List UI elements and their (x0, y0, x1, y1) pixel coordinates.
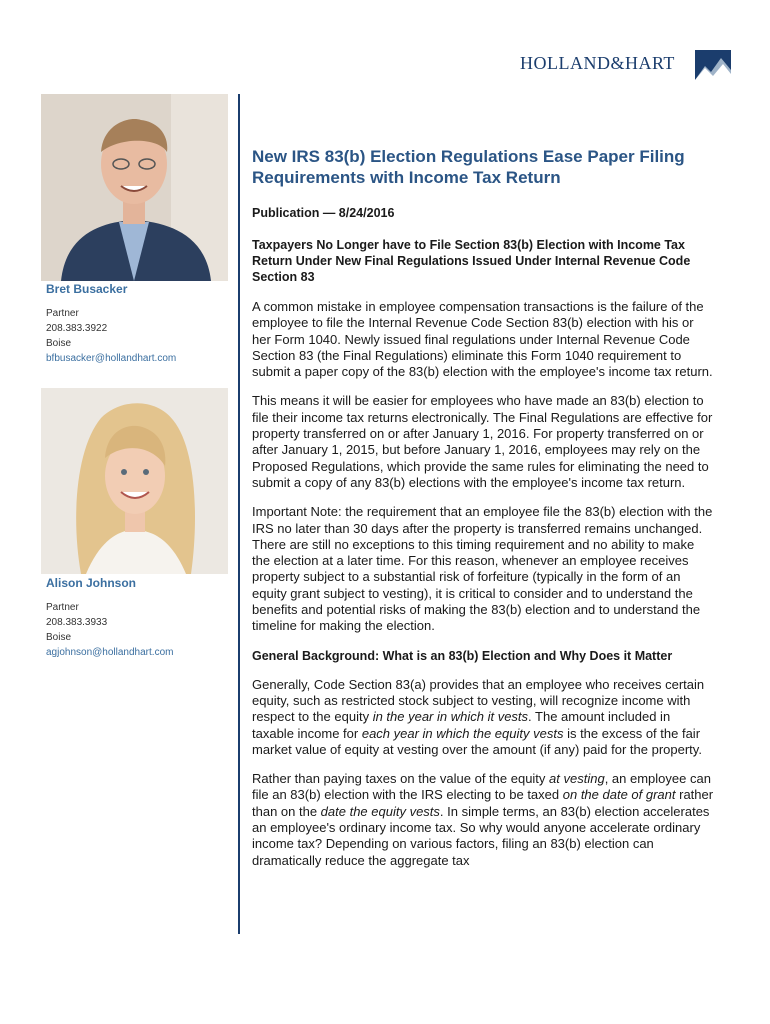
article-title: New IRS 83(b) Election Regulations Ease Paper Filing Requirements with Income Tax Return (252, 147, 685, 187)
publication-date: Publication — 8/24/2016 (252, 206, 395, 220)
attorney-card-1 (46, 282, 226, 366)
attorney-phone[interactable]: 208.383.3933 (46, 617, 108, 628)
holland-hart-logo (520, 50, 730, 84)
paragraph-3: Important Note: the requirement that an employee file the 83(b) election with the IRS no later than 30 days after the property is transferred remains unchanged. There are still no exceptions to this timing requirement and no ability to make the election at a later time. For this reason, whenever an employee receives property subject to a substantial risk of forfeiture (typically in the form of an equity grant subject to vesting), it is critical to consider and to understand the benefits and potential risks of making the 83(b) election and to understand the timeline for making the election. (252, 504, 713, 634)
paragraph-5 (252, 771, 714, 869)
italic-run: at vesting (549, 771, 605, 787)
attorney-phone[interactable]: 208.383.3922 (46, 323, 108, 334)
vertical-divider (238, 94, 240, 934)
attorney-role: Partner (46, 308, 79, 319)
article-subtitle: Taxpayers No Longer have to File Section 83(b) Election with Income Tax Return Under New Final Regulations Issued Under Internal Revenue Code Section 83 (252, 238, 691, 284)
text-run: , an employee can file an 83(b) election with the IRS electing to be taxed (252, 771, 711, 803)
italic-run: on the date of grant (562, 787, 676, 803)
text-run: Generally, Code Section 83(a) provides that an employee who receives certain equity, such as restricted stock subject to vesting, will recognize income with respect to the equity (252, 676, 705, 725)
paragraph-1: A common mistake in employee compensation transactions is the failure of the employee to file the Internal Revenue Code Section 83(b) election with his or her Form 1040. Newly issued final regulations under Internal Revenue Code Section 83 (the Final Regulations) eliminate this Form 1040 requirement to submit a paper copy of the 83(b) election with the employee's income tax return. (252, 299, 713, 380)
attorney-photo-bret-busacker (41, 94, 228, 281)
paragraph-2: This means it will be easier for employees who have made an 83(b) election to file their income tax returns electronically. The Final Regulations are effective for property transferred on or after January 1, 2016. For property transferred on or after January 1, 2015, but before January 1, 2016, employees may rely on the Proposed Regulations, which provide the same rules for eliminating the need to submit a copy of any 83(b) elections with the employee's income tax return. (252, 393, 713, 490)
section-heading: General Background: What is an 83(b) Election and Why Does it Matter (252, 648, 673, 663)
article-body (252, 146, 714, 882)
attorney-name: Alison Johnson (46, 576, 136, 590)
attorney-email-link[interactable]: agjohnson@hollandhart.com (46, 647, 174, 658)
mountain-logo-icon (695, 50, 731, 80)
attorney-email-link[interactable]: bfbusacker@hollandhart.com (46, 353, 177, 364)
attorney-name: Bret Busacker (46, 282, 128, 296)
paragraph-4 (252, 677, 714, 758)
italic-run: each year in which the equity vests (361, 725, 564, 741)
text-run: rather than on the (252, 787, 714, 819)
text-run: is the excess of the fair market value of equity at vesting over the amount (if any) paid for the property. (252, 725, 702, 757)
italic-run: date the equity vests (320, 803, 440, 819)
text-run: . In simple terms, an 83(b) election accelerates an employee's ordinary income tax. So why would anyone accelerate ordinary income tax? Depending on various factors, filing an 83(b) election can dramatically reduce the aggregate tax (252, 803, 710, 868)
attorney-office: Boise (46, 632, 72, 643)
portrait-woman-image (41, 388, 228, 574)
logo-wordmark: HOLLAND&HART (520, 53, 675, 73)
attorney-photo-alison-johnson (41, 388, 228, 574)
text-run: Rather than paying taxes on the value of the equity (252, 771, 550, 787)
attorney-role: Partner (46, 602, 79, 613)
attorney-card-2 (46, 576, 226, 660)
attorney-office: Boise (46, 338, 72, 349)
italic-run: in the year in which it vests (372, 709, 529, 725)
portrait-man-image (41, 94, 228, 281)
text-run: . The amount included in taxable income for (252, 709, 671, 741)
